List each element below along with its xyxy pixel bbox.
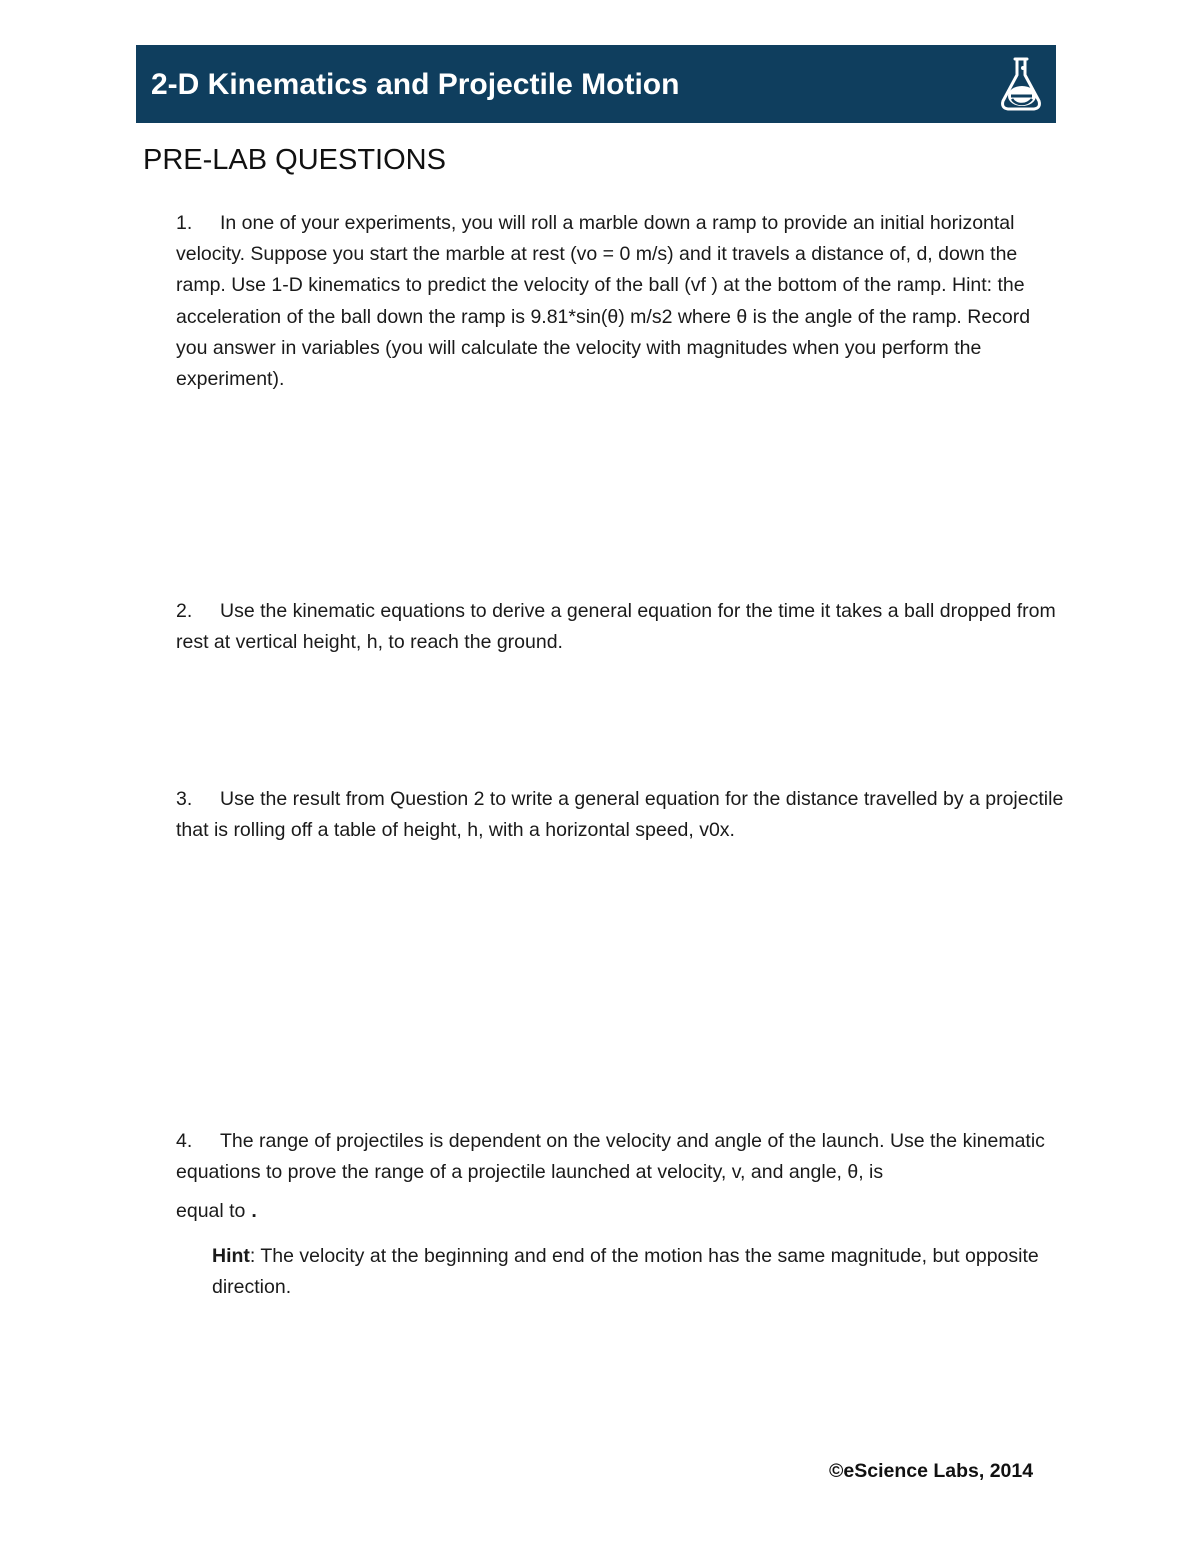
question-4-hint [212, 1241, 1062, 1303]
section-title: PRE-LAB QUESTIONS [143, 144, 446, 176]
question-number: 4. [176, 1130, 193, 1152]
question-text: In one of your experiments, you will roll a marble down a ramp to provide an initial horizontal velocity. Suppose you start the marble at rest (vo = 0 m/s) and it travels a distance of, d, down the ramp. Use 1-D kinematics to predict the velocity of the ball (vf ) at the bottom of the ramp. Hint: the acceleration of the ball down the ramp is 9.81*sin(θ) m/s2 where θ is the angle of the ramp. Record you answer in variables (you will calculate the velocity with magnitudes when you perform the experiment). [176, 212, 1031, 391]
question-text: Use the result from Question 2 to write a general equation for the distance travelled by a projectile that is rolling off a table of height, h, with a horizontal speed, v0x. [176, 788, 1064, 842]
question-number: 3. [176, 788, 193, 810]
question-tail-text: equal to [176, 1200, 246, 1222]
question-1 [176, 208, 1066, 395]
copyright-footer: ©eScience Labs, 2014 [829, 1460, 1034, 1482]
question-number: 2. [176, 600, 193, 622]
question-4-tail [176, 1196, 257, 1227]
question-3 [176, 784, 1066, 846]
header-bar [136, 45, 1056, 123]
document-title: 2-D Kinematics and Projectile Motion [151, 68, 680, 101]
question-number: 1. [176, 212, 193, 234]
hint-label: Hint [212, 1245, 250, 1267]
question-text: Use the kinematic equations to derive a general equation for the time it takes a ball dropped from rest at vertical height, h, to reach the ground. [176, 600, 1056, 654]
question-2 [176, 596, 1066, 658]
question-text: The range of projectiles is dependent on the velocity and angle of the launch. Use the kinematic equations to prove the range of a projectile launched at velocity, v, and angle, θ, is [176, 1130, 1045, 1184]
question-4 [176, 1126, 1066, 1188]
flask-e-logo-icon [996, 53, 1046, 115]
hint-text: : The velocity at the beginning and end of the motion has the same magnitude, but opposite direction. [212, 1245, 1039, 1299]
question-tail-dot: . [251, 1200, 257, 1222]
